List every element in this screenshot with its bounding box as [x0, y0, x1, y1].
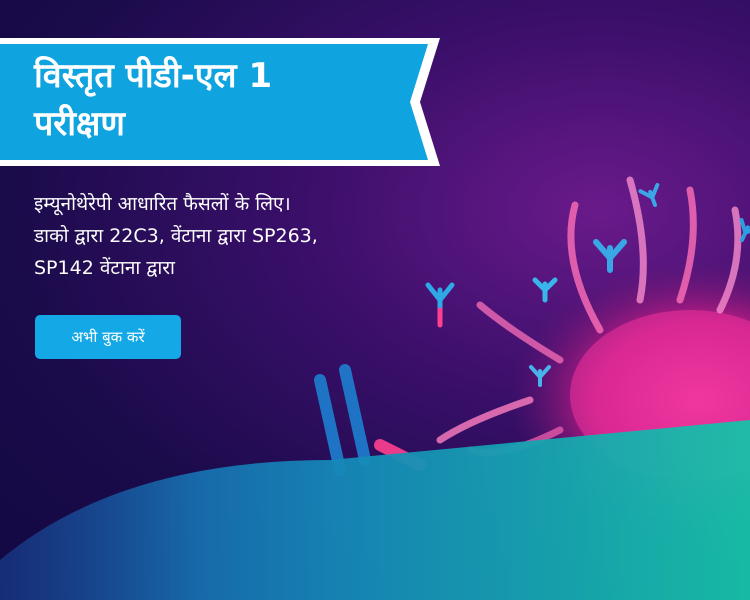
- description-line-1: इम्यूनोथेरेपी आधारित फैसलों के लिए।: [34, 193, 291, 215]
- description: [34, 188, 454, 284]
- description-line-2: डाको द्वारा 22C3, वेंटाना द्वारा SP263,: [34, 225, 318, 247]
- description-line-3: SP142 वेंटाना द्वारा: [34, 257, 175, 279]
- page-title: [34, 52, 414, 148]
- title-line-1: विस्तृत पीडी-एल 1: [34, 56, 273, 96]
- book-now-button[interactable]: अभी बुक करें: [35, 315, 181, 359]
- title-line-2: परीक्षण: [34, 104, 125, 144]
